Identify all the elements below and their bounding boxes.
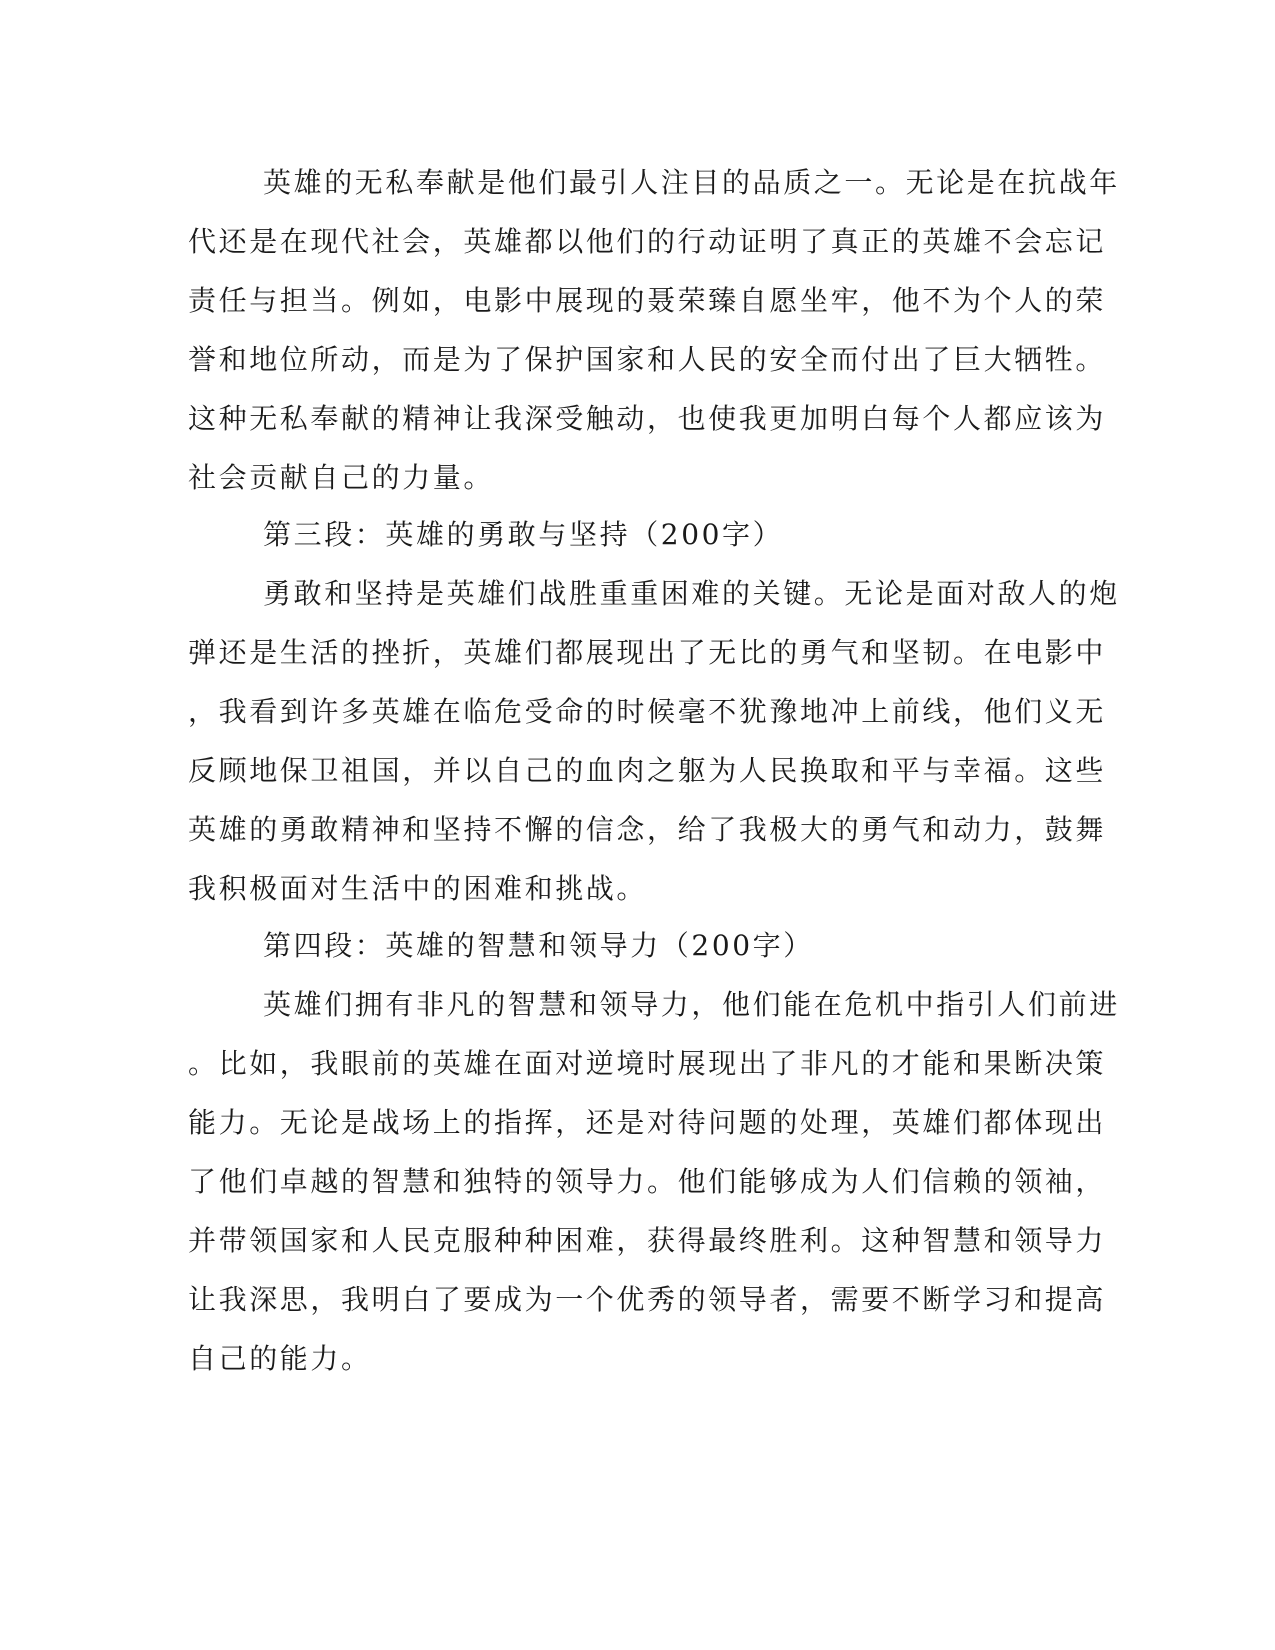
paragraph-2-line-3: 责任与担当。例如，电影中展现的聂荣臻自愿坐牢，他不为个人的荣 [188,284,1107,317]
paragraph-3-line-6: 我积极面对生活中的困难和挑战。 [188,872,648,905]
paragraph-4-line-5: 并带领国家和人民克服种种困难，获得最终胜利。这种智慧和领导力 [188,1224,1107,1257]
paragraph-3-line-4: 反顾地保卫祖国，并以自己的血肉之躯为人民换取和平与幸福。这些 [188,754,1107,787]
paragraph-2-line-5: 这种无私奉献的精神让我深受触动，也使我更加明白每个人都应该为 [188,402,1107,435]
paragraph-4-line-4: 了他们卓越的智慧和独特的领导力。他们能够成为人们信赖的领袖， [188,1165,1107,1198]
paragraph-4-line-3: 能力。无论是战场上的指挥，还是对待问题的处理，英雄们都体现出 [188,1106,1107,1139]
paragraph-2-line-6: 社会贡献自己的力量。 [188,461,495,494]
paragraph-4-line-6: 让我深思，我明白了要成为一个优秀的领导者，需要不断学习和提高 [188,1283,1107,1316]
paragraph-4-line-7: 自己的能力。 [188,1342,372,1375]
paragraph-3-line-3: ，我看到许多英雄在临危受命的时候毫不犹豫地冲上前线，他们义无 [188,695,1107,728]
section-3-heading: 第三段：英雄的勇敢与坚持（200字） [263,518,784,551]
paragraph-3-line-2: 弹还是生活的挫折，英雄们都展现出了无比的勇气和坚韧。在电影中 [188,636,1107,669]
paragraph-3-line-1: 勇敢和坚持是英雄们战胜重重困难的关键。无论是面对敌人的炮 [263,577,1120,610]
paragraph-2-line-1: 英雄的无私奉献是他们最引人注目的品质之一。无论是在抗战年 [263,166,1120,199]
paragraph-2-line-4: 誉和地位所动，而是为了保护国家和人民的安全而付出了巨大牺牲。 [188,343,1107,376]
paragraph-4-line-2: 。比如，我眼前的英雄在面对逆境时展现出了非凡的才能和果断决策 [188,1047,1107,1080]
paragraph-3-line-5: 英雄的勇敢精神和坚持不懈的信念，给了我极大的勇气和动力，鼓舞 [188,813,1107,846]
paragraph-2-line-2: 代还是在现代社会，英雄都以他们的行动证明了真正的英雄不会忘记 [188,225,1107,258]
paragraph-4-line-1: 英雄们拥有非凡的智慧和领导力，他们能在危机中指引人们前进 [263,988,1120,1021]
section-4-heading: 第四段：英雄的智慧和领导力（200字） [263,929,814,962]
